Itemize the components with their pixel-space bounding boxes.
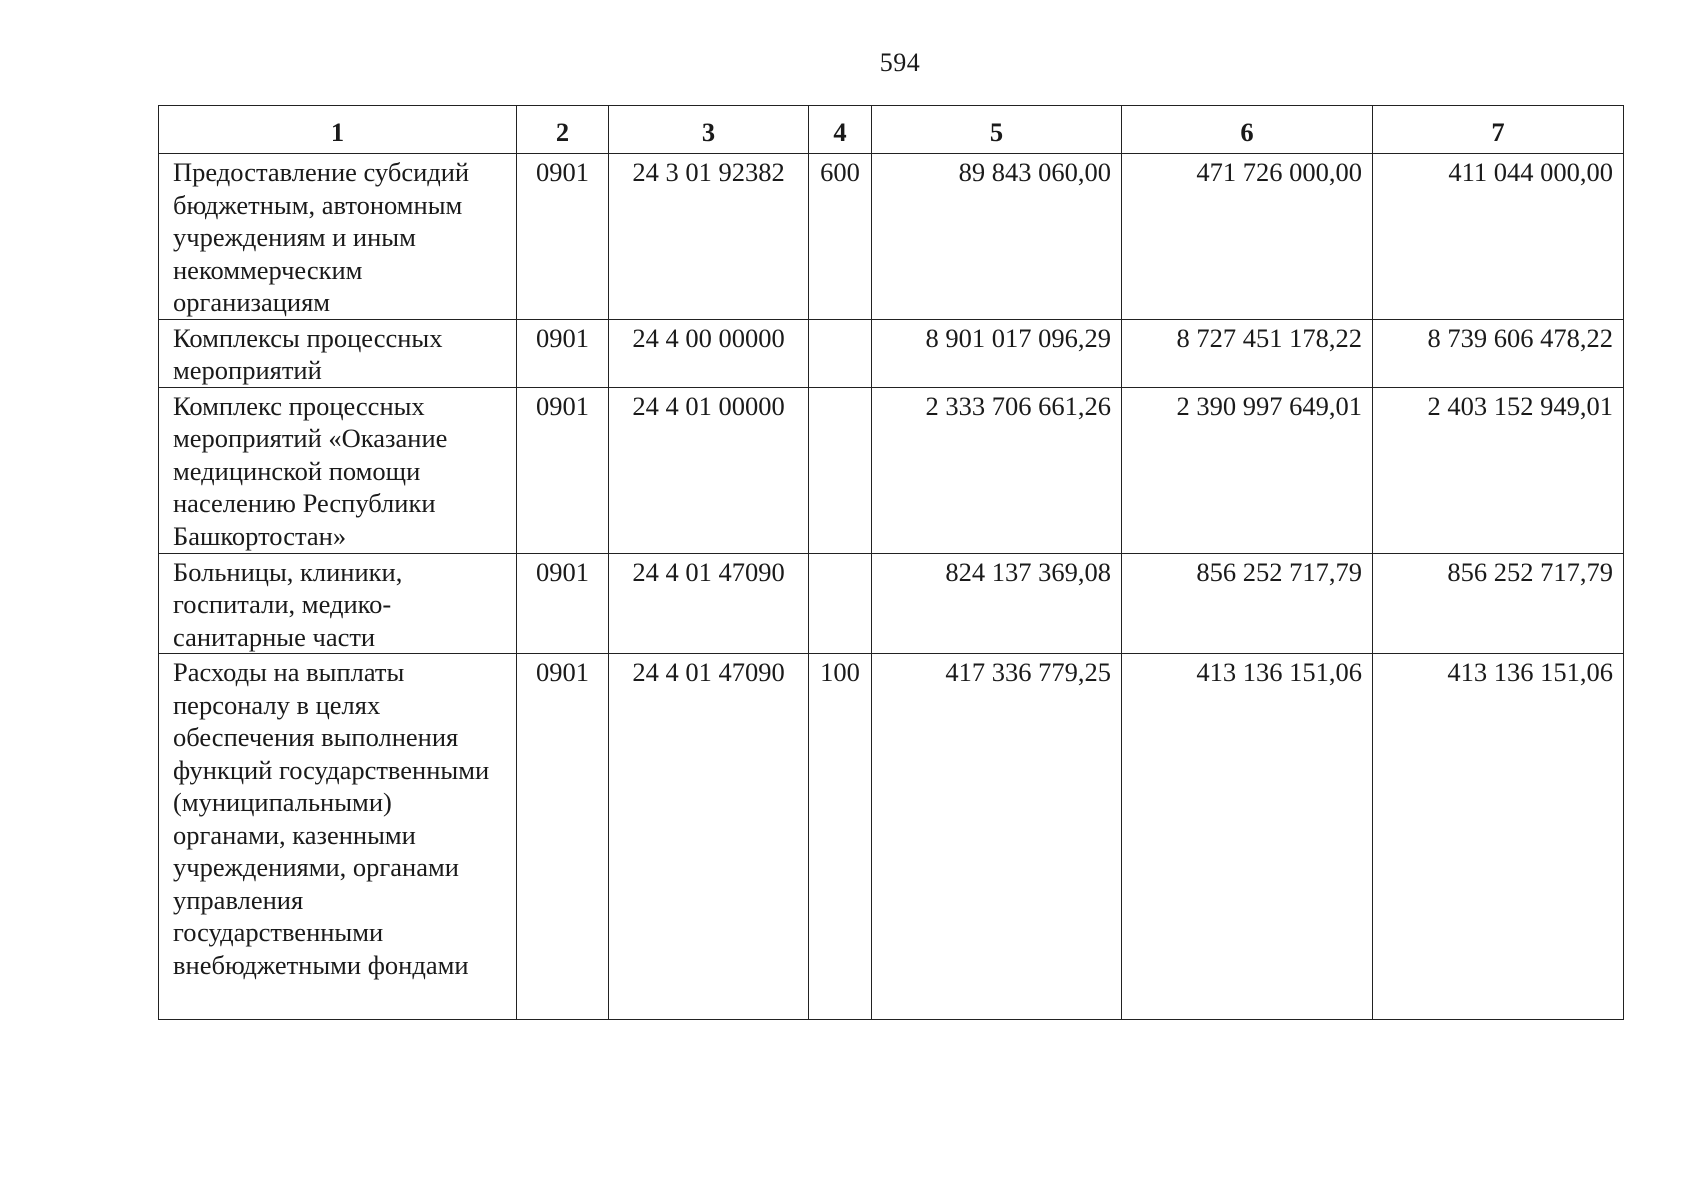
column-header-6: 6 bbox=[1122, 106, 1373, 154]
row-article: 24 4 00 00000 bbox=[609, 319, 809, 387]
row-value-7: 411 044 000,00 bbox=[1373, 154, 1624, 320]
row-article: 24 4 01 47090 bbox=[609, 654, 809, 1020]
budget-table bbox=[158, 105, 1624, 1020]
row-name: Расходы на выплаты персоналу в целях обеспечения выполнения функций государственными (муниципальными) органами, казенными учреждениями, органами управления государственными внебюджетными фондами bbox=[159, 654, 517, 1020]
row-value-6: 471 726 000,00 bbox=[1122, 154, 1373, 320]
header-row bbox=[159, 106, 1624, 154]
row-value-7: 8 739 606 478,22 bbox=[1373, 319, 1624, 387]
column-header-7: 7 bbox=[1373, 106, 1624, 154]
row-section: 0901 bbox=[517, 154, 609, 320]
row-section: 0901 bbox=[517, 319, 609, 387]
row-expense-type bbox=[809, 553, 872, 654]
table-row bbox=[159, 319, 1624, 387]
row-expense-type: 600 bbox=[809, 154, 872, 320]
row-article: 24 4 01 00000 bbox=[609, 387, 809, 553]
row-expense-type bbox=[809, 387, 872, 553]
row-value-7: 2 403 152 949,01 bbox=[1373, 387, 1624, 553]
row-name: Комплекс процессных мероприятий «Оказание медицинской помощи населению Республики Башкортостан» bbox=[159, 387, 517, 553]
table-row bbox=[159, 154, 1624, 320]
row-name: Предоставление субсидий бюджетным, автономным учреждениям и иным некоммерческим организациям bbox=[159, 154, 517, 320]
column-header-2: 2 bbox=[517, 106, 609, 154]
table-row bbox=[159, 553, 1624, 654]
column-header-4: 4 bbox=[809, 106, 872, 154]
row-value-5: 89 843 060,00 bbox=[872, 154, 1122, 320]
column-header-3: 3 bbox=[609, 106, 809, 154]
row-expense-type bbox=[809, 319, 872, 387]
table-row bbox=[159, 387, 1624, 553]
row-value-6: 2 390 997 649,01 bbox=[1122, 387, 1373, 553]
row-value-7: 856 252 717,79 bbox=[1373, 553, 1624, 654]
row-article: 24 3 01 92382 bbox=[609, 154, 809, 320]
row-value-5: 417 336 779,25 bbox=[872, 654, 1122, 1020]
row-value-5: 2 333 706 661,26 bbox=[872, 387, 1122, 553]
row-value-5: 824 137 369,08 bbox=[872, 553, 1122, 654]
row-value-6: 8 727 451 178,22 bbox=[1122, 319, 1373, 387]
row-section: 0901 bbox=[517, 654, 609, 1020]
table-row bbox=[159, 654, 1624, 1020]
row-value-6: 856 252 717,79 bbox=[1122, 553, 1373, 654]
row-expense-type: 100 bbox=[809, 654, 872, 1020]
page-number: 594 bbox=[879, 48, 921, 77]
row-section: 0901 bbox=[517, 553, 609, 654]
row-article: 24 4 01 47090 bbox=[609, 553, 809, 654]
row-name: Комплексы процессных мероприятий bbox=[159, 319, 517, 387]
row-name: Больницы, клиники, госпитали, медико-санитарные части bbox=[159, 553, 517, 654]
column-header-5: 5 bbox=[872, 106, 1122, 154]
column-header-1: 1 bbox=[159, 106, 517, 154]
row-value-5: 8 901 017 096,29 bbox=[872, 319, 1122, 387]
row-section: 0901 bbox=[517, 387, 609, 553]
row-value-6: 413 136 151,06 bbox=[1122, 654, 1373, 1020]
row-value-7: 413 136 151,06 bbox=[1373, 654, 1624, 1020]
